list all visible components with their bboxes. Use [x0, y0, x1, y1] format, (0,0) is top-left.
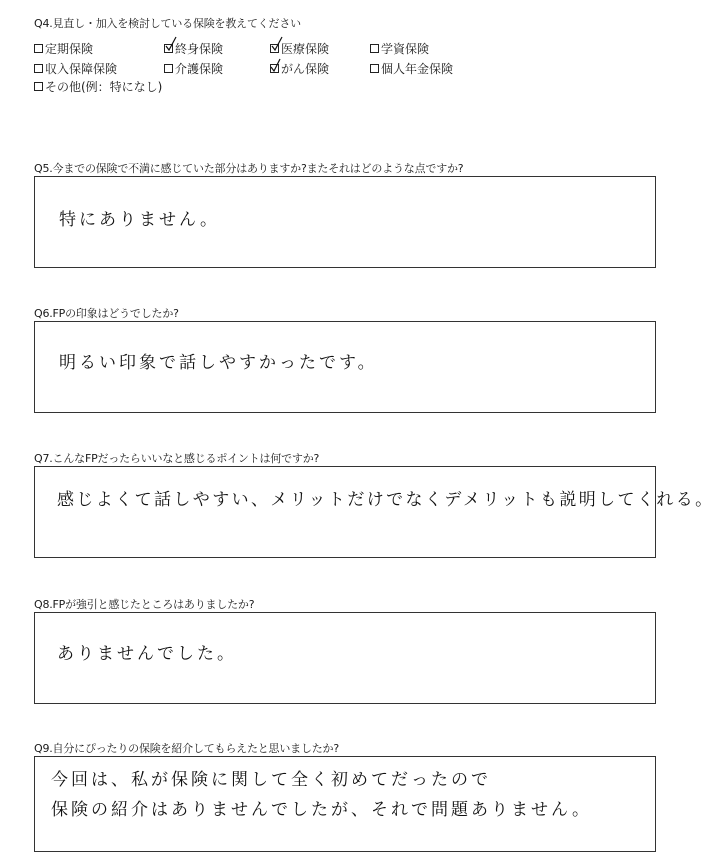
q7-title: Q7.こんなFPだったらいいなと感じるポイントは何ですか?	[34, 452, 320, 465]
handwritten-check-icon	[164, 36, 178, 54]
q6-title: Q6.FPの印象はどうでしたか?	[34, 307, 179, 320]
checkbox[interactable]	[34, 82, 43, 91]
option-shushin[interactable]	[164, 40, 223, 57]
option-label: 学資保険	[381, 42, 430, 56]
checkbox[interactable]	[370, 64, 379, 73]
handwritten-check-icon	[270, 56, 284, 74]
q5-answer-line: 特にありません。	[59, 210, 221, 230]
q8-answer-box	[34, 612, 656, 704]
checkbox[interactable]	[370, 44, 379, 53]
checkbox-checked[interactable]	[270, 64, 279, 73]
option-label: 終身保険	[175, 42, 224, 56]
option-label: 介護保険	[175, 62, 224, 76]
option-label: その他(例：特になし)	[45, 80, 163, 94]
q5-answer-box	[34, 176, 656, 268]
q5-title: Q5.今までの保険で不満に感じていた部分はありますか?またそれはどのような点ですか?	[34, 162, 464, 175]
option-kaigo[interactable]	[164, 60, 223, 77]
q6-answer-box	[34, 321, 656, 413]
q9-answer-box	[34, 756, 656, 852]
checkbox-checked[interactable]	[270, 44, 279, 53]
option-gakushi[interactable]	[370, 40, 429, 57]
checkbox[interactable]	[34, 44, 43, 53]
option-shunyu[interactable]	[34, 60, 117, 77]
q8-answer-line: ありませんでした。	[57, 644, 237, 664]
option-gan[interactable]	[270, 60, 329, 77]
checkbox[interactable]	[164, 64, 173, 73]
option-kojin-nenkin[interactable]	[370, 60, 453, 77]
q4-title: Q4.見直し・加入を検討している保険を教えてください	[34, 17, 301, 30]
option-label: 医療保険	[281, 42, 330, 56]
q7-answer-line: 感じよくて話しやすい、メリットだけでなくデメリットも説明してくれる。	[57, 490, 715, 510]
q6-answer-line: 明るい印象で話しやすかったです。	[59, 353, 378, 373]
checkbox-checked[interactable]	[164, 44, 173, 53]
q7-answer-box	[34, 466, 715, 558]
option-iryo[interactable]	[270, 40, 329, 57]
option-label: 収入保障保険	[45, 62, 118, 76]
option-sonota[interactable]	[34, 78, 162, 95]
option-teiki[interactable]	[34, 40, 93, 57]
option-label: 個人年金保険	[381, 62, 454, 76]
q9-title: Q9.自分にぴったりの保険を紹介してもらえたと思いましたか?	[34, 742, 339, 755]
option-label: がん保険	[281, 62, 330, 76]
checkbox[interactable]	[34, 64, 43, 73]
q9-answer-line: 今回は、私が保険に関して全く初めてだったので	[51, 770, 491, 790]
q8-title: Q8.FPが強引と感じたところはありましたか?	[34, 598, 255, 611]
option-label: 定期保険	[45, 42, 94, 56]
handwritten-check-icon	[270, 36, 284, 54]
q9-answer-line: 保険の紹介はありませんでしたが、それで問題ありません。	[51, 800, 593, 820]
